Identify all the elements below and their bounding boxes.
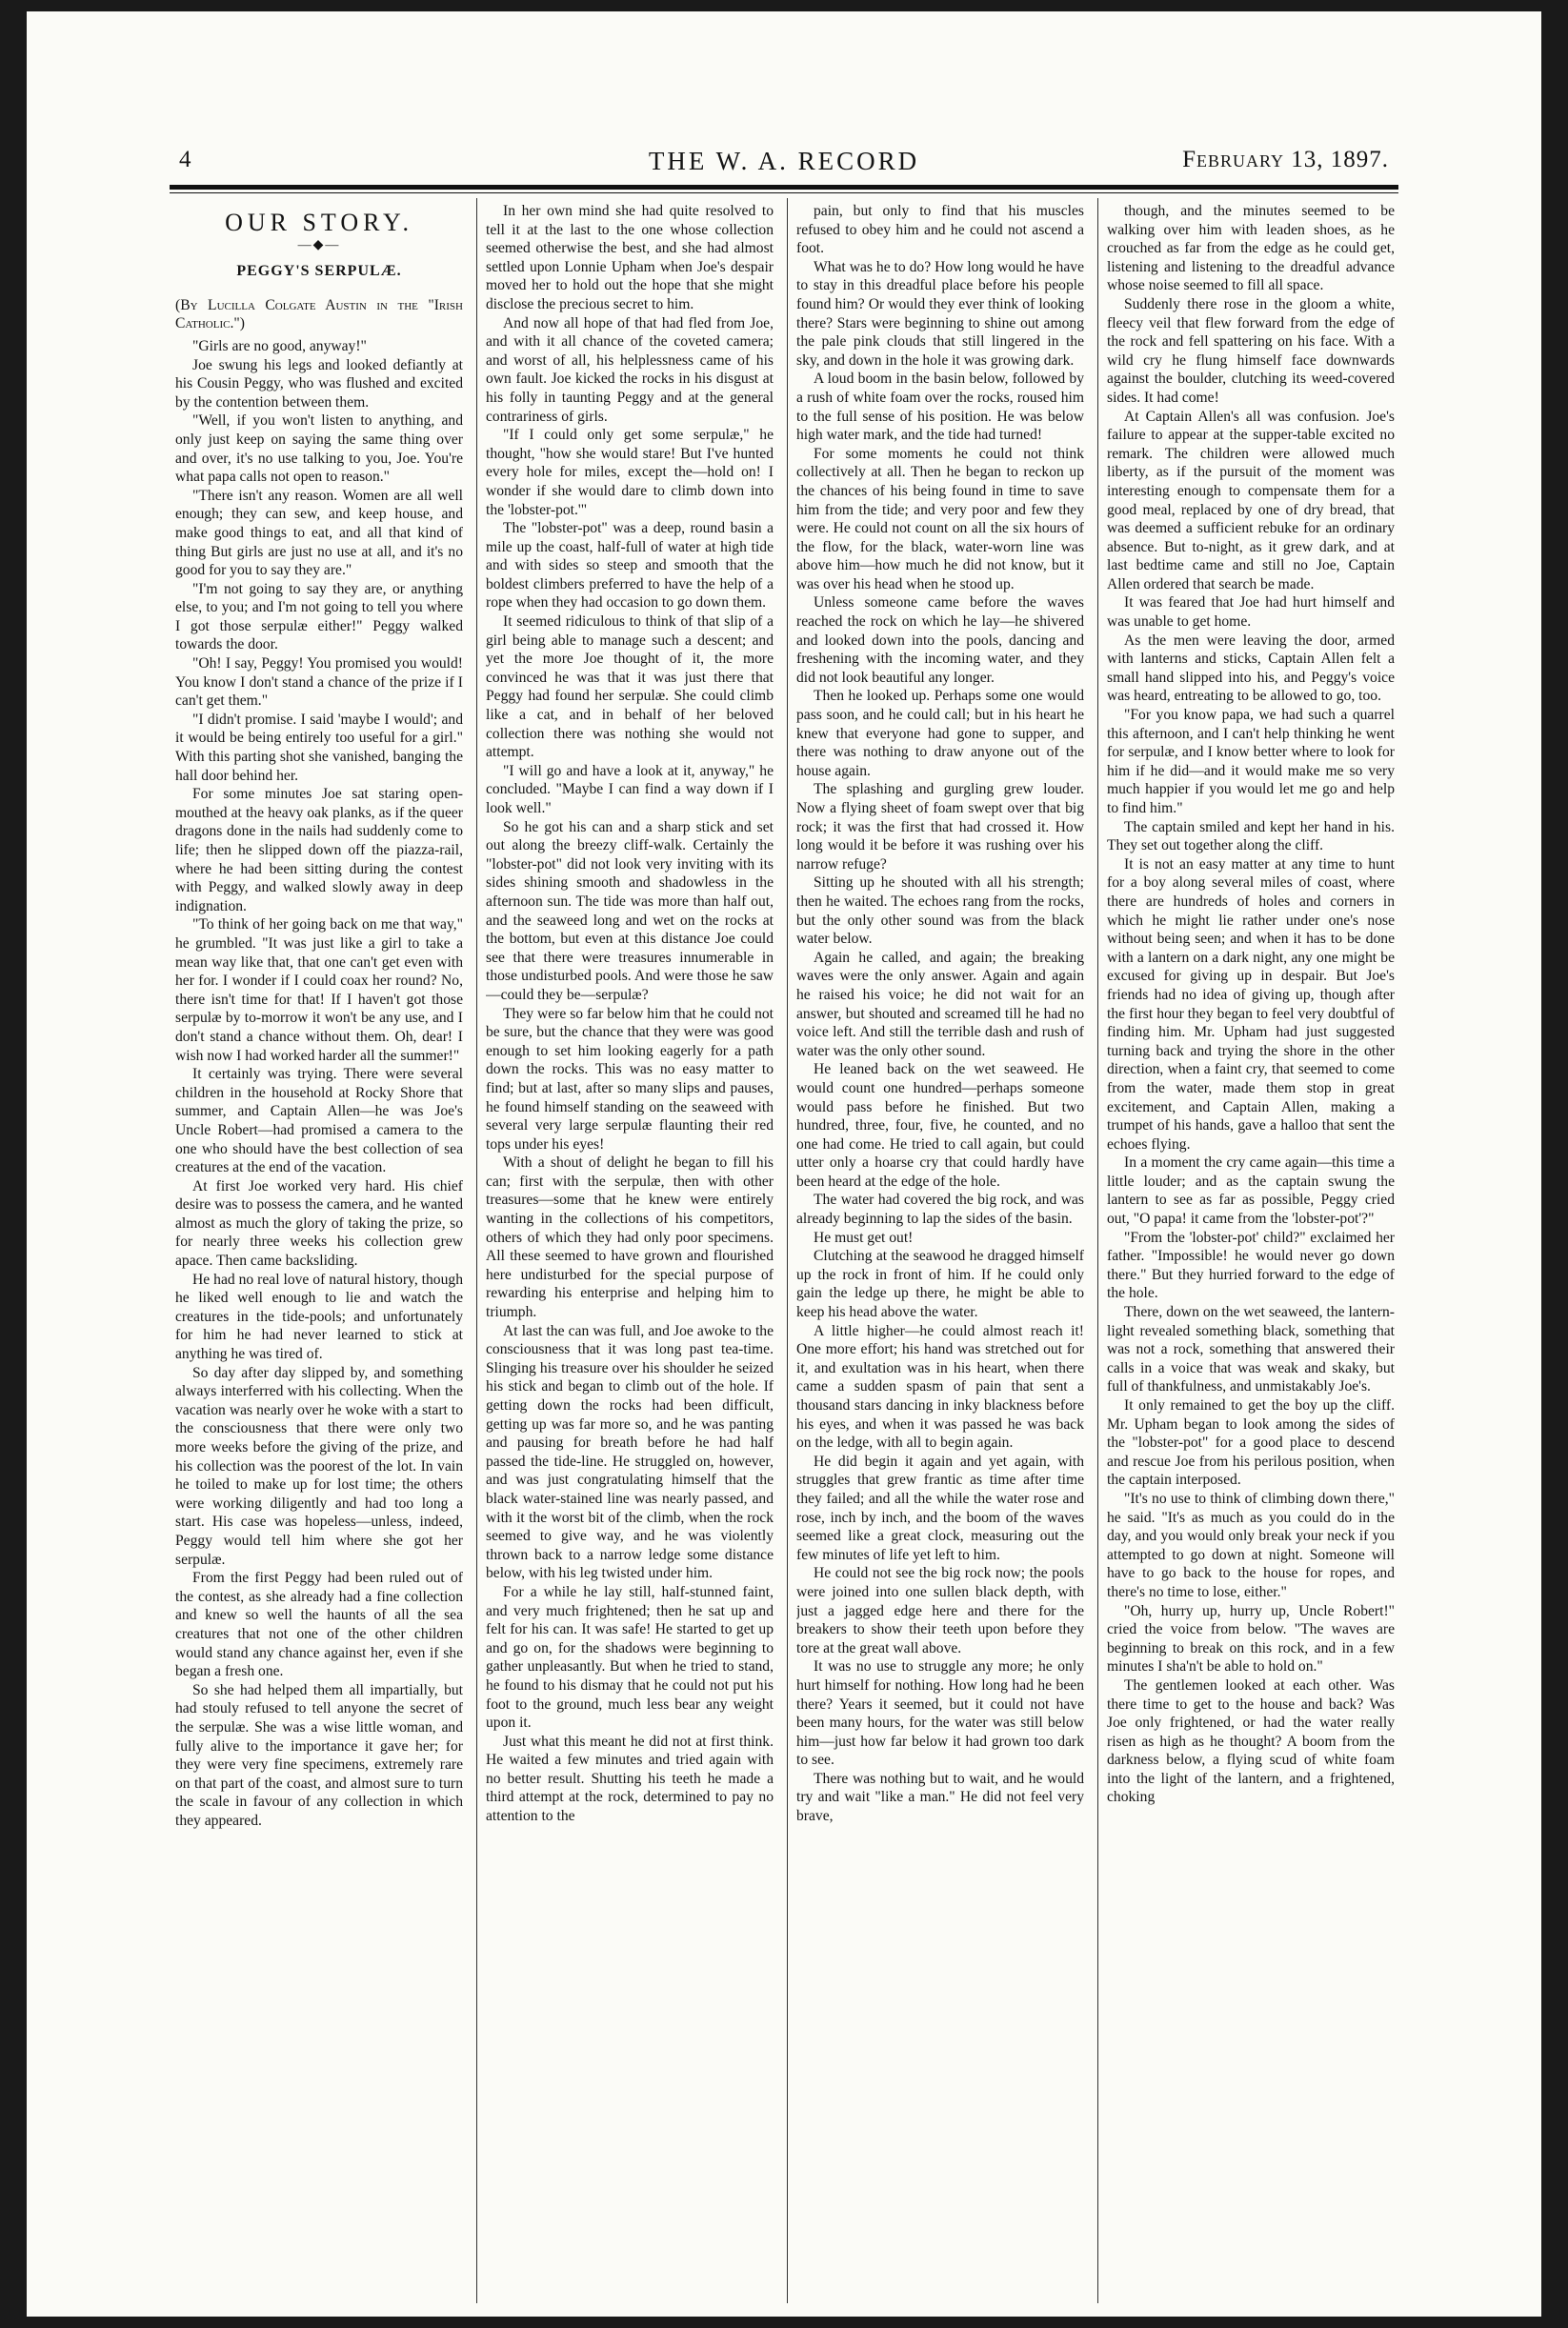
story-title: PEGGY'S SERPULÆ.: [236, 263, 402, 280]
paragraph: It was no use to struggle any more; he only hurt himself for nothing. How long had he been there? Years it seemed, but it could not have been many hours, for the water was still below him—just how far below it had grown too dark to see.: [796, 1658, 1084, 1769]
paragraph: It certainly was trying. There were several children in the household at Rocky Shore that summer, and Captain Allen—he was Joe's Uncle Robert—had promised a camera to the one who should have the best collection of sea creatures at the end of the vacation.: [175, 1066, 463, 1176]
text-column-2: [486, 202, 774, 2305]
column-divider: [476, 198, 477, 2303]
paragraph: Again he called, and again; the breaking waves were the only answer. Again and again he raised his voice; he did not wait for an answer, but shouted and screamed till he had no voice left. And still the terrible dash and rush of water was the only other sound.: [796, 949, 1084, 1059]
paragraph: pain, but only to find that his muscles refused to obey him and he could not ascend a foot.: [796, 203, 1084, 257]
paragraph: For some moments he could not think collectively at all. Then he began to reckon up the chances of his being found in time to save him from the tide; and very poor and few they were. He could not count on all the six hours of the flow, for the black, water-worn line was above him—how much he did not know, but it was over his head when he stood up.: [796, 445, 1084, 592]
paragraph: He must get out!: [814, 1229, 914, 1246]
paragraph: With a shout of delight he began to fill his can; first with the serpulæ, then with other treasures—some that he knew were entirely wanting in the collections of his competitors, others of which they had only poor specimens. All these seemed to have grown and flourished here undisturbed for the special purpose of rewarding his enterprise and helping him to triumph.: [486, 1154, 774, 1321]
paragraph: What was he to do? How long would he have to stay in this dreadful place before his people found him? Or would they ever think of looking there? Stars were beginning to shine out among the pale pink clouds that still lingered in the sky, and down in the hole it was growing dark.: [796, 258, 1084, 369]
paragraph: Then he looked up. Perhaps some one would pass soon, and he could call; but in his heart he knew that everyone had gone to supper, and there was nothing to draw anyone out of the house again.: [796, 688, 1084, 779]
column-divider: [787, 198, 788, 2303]
issue-date: February 13, 1897.: [1182, 147, 1389, 172]
paragraph: He did begin it again and yet again, with struggles that grew frantic as time after time they failed; and all the while the water rose and rose, inch by inch, and the boom of the waves seemed like a great clock, measuring out the few minutes of life yet left to him.: [796, 1453, 1084, 1563]
ornament-divider: —◆—: [297, 237, 341, 252]
paragraph: "Oh, hurry up, hurry up, Uncle Robert!" cried the voice from below. "The waves are beginning to break on this rock, and in a few minutes I sha'n't be able to hold on.": [1107, 1602, 1395, 1676]
paragraph: Joe swung his legs and looked defiantly at his Cousin Peggy, who was flushed and excited by the contention between them.: [175, 356, 463, 411]
paragraph: The "lobster-pot" was a deep, round basin a mile up the coast, half-full of water at high tide and with sides so steep and smooth that the boldest climbers preferred to have the help of a rope when they had occasion to go down them.: [486, 520, 774, 612]
paragraph: The captain smiled and kept her hand in his. They set out together along the cliff.: [1107, 818, 1395, 854]
paragraph: It is not an easy matter at any time to hunt for a boy along several miles of coast, where there are hundreds of holes and corners in which he might lie rather under one's nose without being seen; and when it has to be done with a lantern on a dark night, any one might be excused for giving up in despair. But Joe's friends had no idea of giving up, though after the first hour they began to feel very doubtful of finding him. Mr. Upham had just suggested turning back and trying the shore in the other direction, when a faint cry, that seemed to come from the water, made them stop in great excitement, and Captain Allen, making a trumpet of his hands, gave a halloo that sent the echoes flying.: [1107, 855, 1395, 1153]
paragraph: "It's no use to think of climbing down there," he said. "It's as much as you could do in the day, and you would only break your neck if you attempted to go down at night. Someone will have to go back to the house for ropes, and there's no time to lose, either.": [1107, 1490, 1395, 1600]
paragraph: "Girls are no good, anyway!": [192, 337, 367, 354]
text-column-1: [175, 202, 463, 2305]
paragraph: Just what this meant he did not at first think. He waited a few minutes and tried again with no better result. Shutting his teeth he made a third attempt at the rock, determined to pay no attention to the: [486, 1733, 774, 1825]
paragraph: A little higher—he could almost reach it! One more effort; his hand was stretched out for it, and exultation was in his heart, when there came a sudden spasm of pain that sent a thousand stars dancing in inky blackness before his eyes, and when it was passed he was back on the ledge, with all to begin again.: [796, 1322, 1084, 1452]
paragraph: From the first Peggy had been ruled out of the contest, as she already had a fine collection and knew so well the haunts of all the sea creatures that not one of the other children would stand any chance against her, even if she began a fresh one.: [175, 1570, 463, 1680]
paragraph: He had no real love of natural history, though he liked well enough to lie and watch the creatures in the tide-pools; and unfortunately for him he had never learned to stick at anything he was tired of.: [175, 1271, 463, 1363]
text-column-4: [1107, 202, 1395, 2305]
paragraph: "I will go and have a look at it, anyway," he concluded. "Maybe I can find a way down if I look well.": [486, 762, 774, 816]
paragraph: "From the 'lobster-pot' child?" exclaimed her father. "Impossible! he would never go down there." But they hurried forward to the edge of the hole.: [1107, 1229, 1395, 1302]
paragraph: "To think of her going back on me that way," he grumbled. "It was just like a girl to take a mean way like that, that one can't get even with her for. I wonder if I could coax her round? No, there isn't time for that! If I haven't got those serpulæ by to-morrow it won't be any use, and I don't stand a chance without them. Oh, dear! I wish now I had worked harder all the summer!": [175, 916, 463, 1064]
paragraph: At last the can was full, and Joe awoke to the consciousness that it was long past tea-time. Slinging his treasure over his shoulder he seized his stick and began to climb out of the hole. If getting down the rocks had been difficult, getting up was far more so, and he was panting and pausing for breath before he had half passed the tide-line. He struggled on, however, and was just congratulating himself that the black water-stained line was nearly passed, and with it the worst bit of the climb, when the rock seemed to give way, and he was violently thrown back to a narrow ledge some distance below, with his leg twisted under him.: [486, 1322, 774, 1582]
newspaper-page: [27, 11, 1541, 2317]
paragraph: "Oh! I say, Peggy! You promised you would! You know I don't stand a chance of the prize if I can't get them.": [175, 655, 463, 710]
page-header: [170, 147, 1398, 181]
paragraph: So he got his can and a sharp stick and set out along the breezy cliff-walk. Certainly the "lobster-pot" did not look very inviting with its sides shining smooth and shadowless in the afternoon sun. The tide was more than half out, and the seaweed long and wet on the rocks at the bottom, but even at this distance Joe could see that there were treasures innumerable in those undisturbed pools. And were those he saw—could they be—serpulæ?: [486, 818, 774, 1003]
paragraph: "If I could only get some serpulæ," he thought, "how she would stare! But I've hunted every hole for miles, except the—hold on! I wonder if she would dare to climb down into the 'lobster-pot.'": [486, 427, 774, 518]
paragraph: The gentlemen looked at each other. Was there time to get to the house and back? Was Joe only frightened, or had the water really risen as high as he thought? A boom from the darkness below, a flying scud of white foam into the light of the lantern, and a frightened, choking: [1107, 1676, 1395, 1806]
paragraph: It was feared that Joe had hurt himself and was unable to get home.: [1107, 594, 1395, 631]
masthead-title: THE W. A. RECORD: [648, 147, 920, 175]
paragraph: So day after day slipped by, and something always interferred with his collecting. When the vacation was nearly over he woke with a start to the consciousness that there were only two more weeks before the giving of the prize, and his collection was the poorest of the lot. In vain he toiled to make up for lost time; the others were working diligently and had too long a start. His case was hopeless—unless, indeed, Peggy would tell him where she got her serpulæ.: [175, 1364, 463, 1568]
paragraph: Sitting up he shouted with all his strength; then he waited. The echoes rang from the rocks, but the only other sound was from the black water below.: [796, 874, 1084, 948]
paragraph: Clutching at the seawood he dragged himself up the rock in front of him. If he could only gain the ledge up there, he might be able to keep his head above the water.: [796, 1248, 1084, 1321]
column-divider: [1097, 198, 1098, 2303]
paragraph: At first Joe worked very hard. His chief desire was to possess the camera, and he wanted almost as much the glory of taking the prize, so for nearly three weeks his collection grew apace. Then came backsliding.: [175, 1177, 463, 1270]
paragraph: At Captain Allen's all was confusion. Joe's failure to appear at the supper-table excited no remark. The children were allowed much liberty, as if the pursuit of the moment was interesting enough to compensate them for a good meal, replaced by one of dry bread, that was deemed a sufficient rebuke for an ordinary absence. But to-night, as it grew dark, and at last bedtime came and still no Joe, Captain Allen ordered that search be made.: [1107, 408, 1395, 592]
paragraph: He leaned back on the wet seaweed. He would count one hundred—perhaps someone would pass before he finished. But two hundred, three, four, five, he counted, and no one had come. He tried to call again, but could utter only a hoarse cry that could hardly have been heard at the edge of the hole.: [796, 1061, 1084, 1190]
paragraph: For a while he lay still, half-stunned faint, and very much frightened; then he sat up and felt for his can. It was safe! He started to get up and go on, for the shadows were beginning to gather unpleasantly. But when he tried to stand, he found to his dismay that he could not put his foot to the ground, much less bear any weight upon it.: [486, 1583, 774, 1732]
page-number: 4: [179, 147, 192, 172]
paragraph: Unless someone came before the waves reached the rock on which he lay—he shivered and looked down into the pools, dancing and freshening with the incoming water, and they did not look beautiful any longer.: [796, 594, 1084, 686]
header-rule: [170, 185, 1398, 190]
paragraph: There, down on the wet seaweed, the lantern-light revealed something black, something that was not a rock, something that answered their calls in a voice that was weak and skaky, but full of thankfulness, and unmistakably Joe's.: [1107, 1304, 1395, 1395]
paragraph: There was nothing but to wait, and he would try and wait "like a man." He did not feel very brave,: [796, 1770, 1084, 1825]
paragraph: It seemed ridiculous to think of that slip of a girl being able to manage such a descent; and yet the more Joe thought of it, the more convinced he was that it was just there that Peggy had found her serpulæ. She could climb like a cat, and in behalf of her beloved collection there was nothing she would not attempt.: [486, 613, 774, 761]
paragraph: And now all hope of that had fled from Joe, and with it all chance of the coveted camera; and worst of all, his helplessness came of his own fault. Joe kicked the rocks in his disgust at his folly in taunting Peggy and at the general contrariness of girls.: [486, 314, 774, 425]
paragraph: though, and the minutes seemed to be walking over him with leaden shoes, as he crouched as far from the edge as he could get, listening and listening to the dreadful advance whose noise seemed to fill all space.: [1107, 203, 1395, 294]
paragraph: For some minutes Joe sat staring open-mouthed at the heavy oak planks, as if the queer dragons done in the nails had suddenly come to life; then he slipped down off the piazza-rail, where he had been sitting during the contest with Peggy, and walked slowly away in deep indignation.: [175, 786, 463, 914]
header-rule-thin: [170, 192, 1398, 193]
paragraph: They were so far below him that he could not be sure, but the chance that they were was good enough to set him looking eagerly for a path down the rocks. This was no easy matter to find; but at last, after so many slips and pauses, he found himself standing on the seaweed with several very large serpulæ flaunting their red tops under his eyes!: [486, 1005, 774, 1153]
paragraph: In her own mind she had quite resolved to tell it at the last to the one whose collection seemed otherwise the best, and she had almost settled upon Lonnie Upham when Joe's despair moved her to hold out the hope that she might disclose the precious secret to him.: [486, 203, 774, 312]
paragraph: "I didn't promise. I said 'maybe I would'; and it would be being entirely too useful for a girl." With this parting shot she vanished, banging the hall door behind her.: [175, 711, 463, 784]
paragraph: In a moment the cry came again—this time a little louder; and as the captain swung the lantern to see as far as possible, Peggy cried out, "O papa! it came from the 'lobster-pot'?": [1107, 1154, 1395, 1228]
paragraph: It only remained to get the boy up the cliff. Mr. Upham began to look among the sides of the "lobster-pot" for a good place to descend and rescue Joe from his perilous position, when the captain interposed.: [1107, 1397, 1395, 1489]
paragraph: "For you know papa, we had such a quarrel this afternoon, and I can't help thinking he went for serpulæ, and I know better where to look for him if he did—and it would make me so very much happier if you would let me go and help to find him.": [1107, 707, 1395, 816]
paragraph: Suddenly there rose in the gloom a white, fleecy veil that flew forward from the edge of the rock and fell spattering on his face. With a wild cry he flung himself face downwards against the boulder, clutching its weed-covered sides. It had come!: [1107, 295, 1395, 406]
paragraph: "I'm not going to say they are, or anything else, to you; and I'm not going to tell you where I got those serpulæ either!" Peggy walked towards the door.: [175, 580, 463, 653]
paragraph: A loud boom in the basin below, followed by a rush of white foam over the rocks, roused him to the full sense of his position. He was below high water mark, and the tide had turned!: [796, 371, 1084, 444]
paragraph: The water had covered the big rock, and was already beginning to lap the sides of the basin.: [796, 1192, 1084, 1228]
paragraph: As the men were leaving the door, armed with lanterns and sticks, Captain Allen felt a small hand slipped into his, and Peggy's voice was heard, entreating to be allowed to go, too.: [1107, 632, 1395, 705]
byline: (By Lucilla Colgate Austin in the "Irish Catholic."): [175, 296, 463, 332]
paragraph: He could not see the big rock now; the pools were joined into one sullen black depth, with just a jagged edge here and there for the breakers to show their teeth upon before they tore at the great wall above.: [796, 1565, 1084, 1656]
text-column-3: [796, 202, 1084, 2305]
paragraph: "Well, if you won't listen to anything, and only just keep on saying the same thing over and over, it's no use talking to you, Joe. You're what papa calls not open to reason.": [175, 412, 463, 486]
paragraph: So she had helped them all impartially, but had stouly refused to tell anyone the secret of the serpulæ. She was a wise little woman, and fully alive to the importance it gave her; for they were very fine specimens, extremely rare on that part of the coast, and almost sure to turn the scale in favour of any collection in which they appeared.: [175, 1681, 463, 1829]
paragraph: The splashing and gurgling grew louder. Now a flying sheet of foam swept over that big rock; it was the first that had crossed it. How long would it be before it was rushing over his narrow refuge?: [796, 781, 1084, 873]
section-heading: OUR STORY.: [225, 209, 413, 236]
paragraph: "There isn't any reason. Women are all well enough; they can sew, and keep house, and make good things to eat, and all that kind of thing But girls are just no use at all, and it's no good for you to say they are.": [175, 487, 463, 579]
